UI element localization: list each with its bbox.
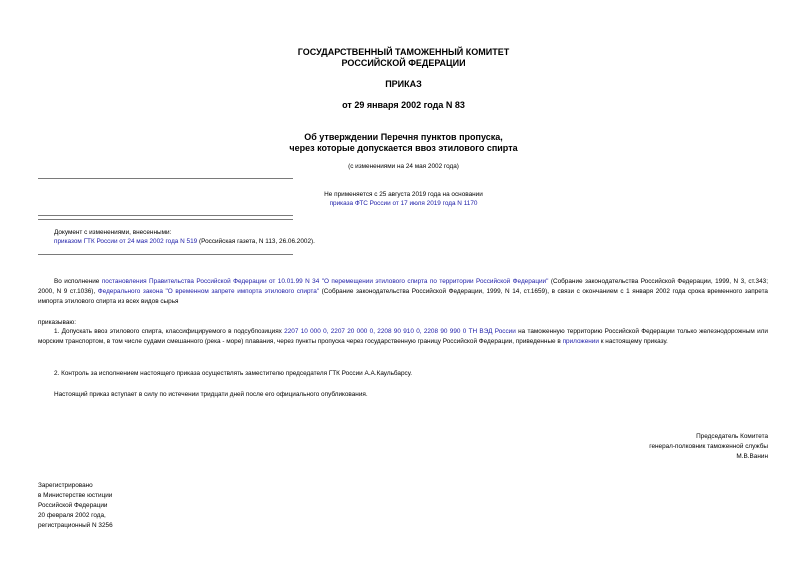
title-line-2: через которые допускается ввоз этилового спирта bbox=[289, 143, 518, 153]
registration-block bbox=[38, 481, 338, 531]
preamble-text: (Собрание законодательства Российской Федерации, 1999, N 3, ст.343; 2000, N 9 ст.1036), bbox=[38, 278, 768, 295]
issuer-line-2: РОССИЙСКОЙ ФЕДЕРАЦИИ bbox=[341, 58, 466, 68]
doc-title bbox=[0, 132, 807, 154]
preamble-paragraph bbox=[38, 277, 768, 307]
tariff-codes-link[interactable]: 2207 10 000 0, 2207 20 000 0, 2208 90 910 0, 2208 90 990 0 ТН ВЭД России bbox=[284, 328, 516, 335]
item-text: на таможенную территорию Российской Федерации только железнодорожным или морским транспортом, в том числе судами смешанного (река - море) плавания, через пункты пропуска через государственную границу Российской Федерации, приведенные в bbox=[38, 328, 768, 345]
divider bbox=[38, 219, 293, 220]
amendments-line: Документ с изменениями, внесенными: bbox=[54, 229, 172, 236]
amendment-source: (Российская газета, N 113, 26.06.2002). bbox=[197, 238, 315, 245]
registration-line-2: в Министерстве юстиции bbox=[38, 492, 113, 499]
doc-type: ПРИКАЗ bbox=[385, 79, 422, 89]
doc-date: от 29 января 2002 года N 83 bbox=[342, 100, 465, 110]
effective-clause: Настоящий приказ вступает в силу по истечении тридцати дней после его официального опубликования. bbox=[54, 391, 368, 398]
preamble-text: Во исполнение bbox=[54, 278, 102, 285]
changes-note: (с изменениями на 24 мая 2002 года) bbox=[348, 163, 459, 170]
status-notice bbox=[0, 190, 807, 208]
signature-block bbox=[468, 432, 768, 462]
order-word: приказываю: bbox=[38, 319, 76, 326]
divider bbox=[38, 215, 293, 216]
divider bbox=[38, 178, 293, 179]
issuer-heading bbox=[0, 47, 807, 69]
amendment-link[interactable]: приказом ГТК России от 24 мая 2002 года N 519 bbox=[54, 238, 198, 245]
registration-line-1: Зарегистрировано bbox=[38, 482, 93, 489]
preamble-text: (Собрание законодательства Российской Федерации, 1999, N 14, ст.1659), в связи с окончанием с 1 января 2002 года срока временного запрета импорта этилового спирта из всех видов сырья bbox=[38, 288, 768, 305]
appendix-link[interactable]: приложении bbox=[562, 338, 599, 345]
amendments-block bbox=[54, 228, 754, 246]
order-item-2: 2. Контроль за исполнением настоящего приказа осуществлять заместителю председателя ГТК России А.А.Каульбарсу. bbox=[54, 370, 413, 377]
registration-line-3: Российской Федерации bbox=[38, 502, 108, 509]
title-line-1: Об утверждении Перечня пунктов пропуска, bbox=[304, 132, 503, 142]
divider bbox=[38, 254, 293, 255]
status-line: Не применяется с 25 августа 2019 года на основании bbox=[324, 191, 483, 198]
federal-law-link[interactable]: Федерального закона "О временном запрете импорта этилового спирта" bbox=[97, 288, 320, 295]
item-text: 1. Допускать ввоз этилового спирта, классифицируемого в подсубпозициях bbox=[54, 328, 285, 335]
signatory-name: М.В.Ванин bbox=[736, 453, 768, 460]
registration-line-5: регистрационный N 3256 bbox=[38, 522, 113, 529]
registration-line-4: 20 февраля 2002 года, bbox=[38, 512, 106, 519]
signatory-position: Председатель Комитета bbox=[696, 433, 768, 440]
issuer-line-1: ГОСУДАРСТВЕННЫЙ ТАМОЖЕННЫЙ КОМИТЕТ bbox=[297, 47, 510, 57]
status-link[interactable]: приказа ФТС России от 17 июля 2019 года N 1170 bbox=[329, 200, 478, 207]
item-text: к настоящему приказу. bbox=[598, 338, 668, 345]
government-decree-link[interactable]: постановления Правительства Российской Федерации от 10.01.99 N 34 "О перемещении этилового спирта по территории Российской Федерации" bbox=[101, 278, 549, 285]
signatory-rank: генерал-полковник таможенной службы bbox=[649, 443, 768, 450]
order-item-1 bbox=[38, 327, 768, 347]
